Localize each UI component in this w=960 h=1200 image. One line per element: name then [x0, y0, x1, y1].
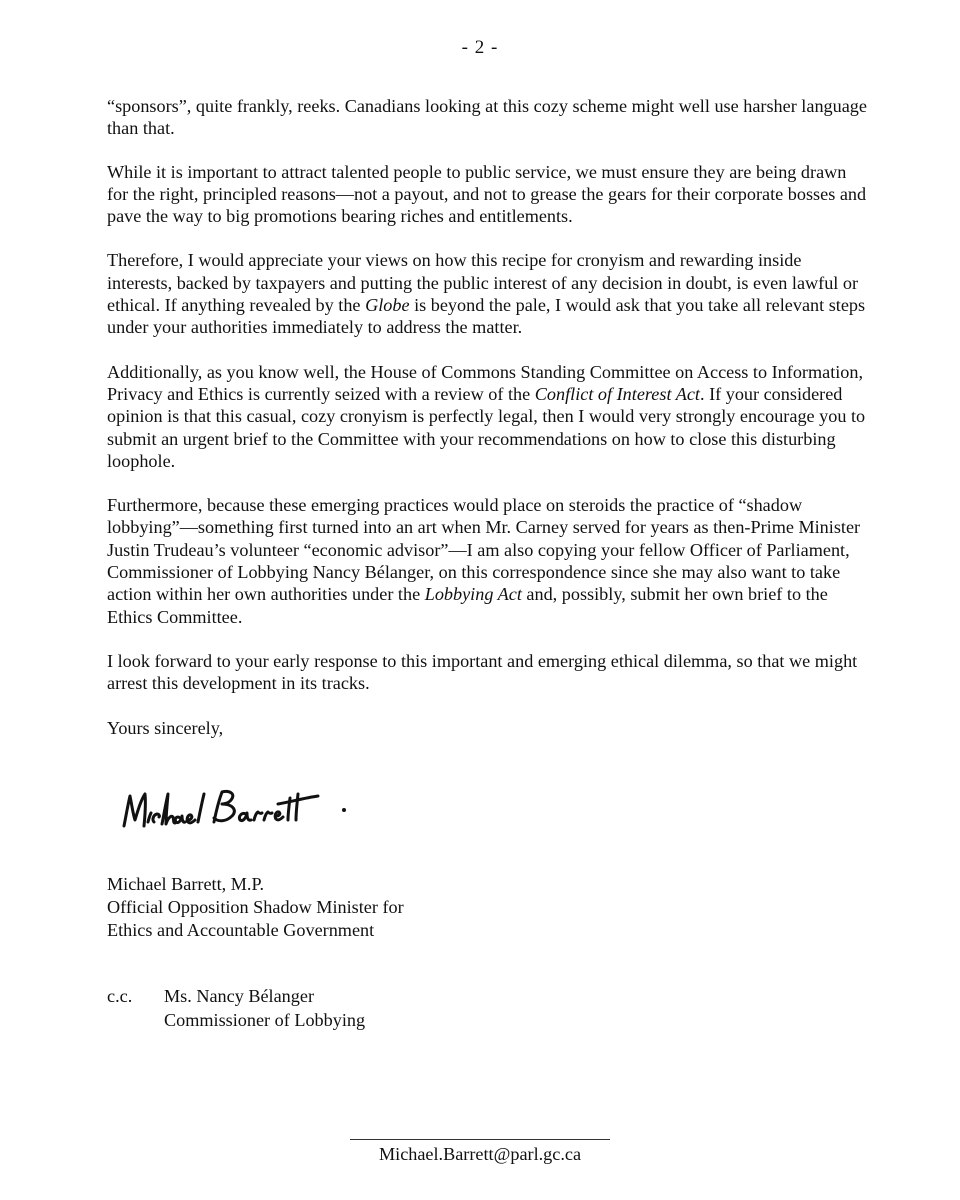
- cc-recipient: [164, 984, 365, 1032]
- paragraph-5-text-b: and, possibly, submit her own brief to the Ethics Committee.: [107, 584, 828, 627]
- closing-salutation: Yours sincerely,: [107, 717, 224, 738]
- paragraph-4-text-a: Additionally, as you know well, the House of Commons Standing Committee on Access to Information, Privacy and Ethics is currently seized with a review of the: [107, 361, 864, 404]
- letter-body: [107, 95, 867, 739]
- paragraph-5: [107, 494, 867, 628]
- signer-name: Michael Barrett, M.P.: [107, 874, 265, 894]
- signer-title-line-2: Ethics and Accountable Government: [107, 920, 375, 940]
- signer-title-line-1: Official Opposition Shadow Minister for: [107, 897, 404, 917]
- paragraph-3: [107, 249, 867, 338]
- handwritten-signature: [118, 782, 358, 836]
- paragraph-1: “sponsors”, quite frankly, reeks. Canadians looking at this cozy scheme might well use harsher language than that.: [107, 96, 867, 139]
- paragraph-4: [107, 361, 867, 472]
- paragraph-5-text-a: Furthermore, because these emerging practices would place on steroids the practice of “shadow lobbying”—something first turned into an art when Mr. Carney served for years as then-Prime Minister Justin Trudeau’s volunteer “economic advisor”—I am also copying your fellow Officer of Parliament, Commissioner of Lobbying Nancy Bélanger, on this correspondence since she may also want to take action within her own authorities under the: [107, 495, 861, 605]
- lobbying-act-italic: Lobbying Act: [424, 584, 522, 605]
- cc-label: c.c.: [107, 986, 133, 1006]
- paragraph-3-text-b: is beyond the pale, I would ask that you take all relevant steps under your authorities immediately to address the matter.: [107, 295, 866, 338]
- signature-block: [107, 873, 607, 942]
- cc-recipient-role: Commissioner of Lobbying: [164, 1010, 366, 1030]
- conflict-of-interest-act-italic: Conflict of Interest Act: [534, 383, 700, 404]
- paragraph-2: While it is important to attract talented people to public service, we must ensure they are being drawn for the right, principled reasons—not a payout, and not to grease the gears for their corporate bosses and pave the way to big promotions bearing riches and entitlements.: [107, 161, 867, 227]
- paragraph-6: I look forward to your early response to this important and emerging ethical dilemma, so that we might arrest this development in its tracks.: [107, 650, 858, 694]
- cc-block: [107, 984, 607, 1032]
- paragraph-3-text-a: Therefore, I would appreciate your views on how this recipe for cronyism and rewarding inside interests, backed by taxpayers and putting the public interest of any decision in doubt, is even lawful or ethical. If anything revealed by the: [107, 250, 859, 316]
- cc-row: [107, 984, 607, 1032]
- footer-email: Michael.Barrett@parl.gc.ca: [378, 1144, 582, 1164]
- globe-italic: Globe: [365, 295, 410, 316]
- page-number: - 2 -: [461, 37, 499, 58]
- footer-divider: [350, 1139, 610, 1140]
- paragraph-4-text-b: . If your considered opinion is that this casual, cozy cronyism is perfectly legal, then I would very strongly encourage you to submit an urgent brief to the Committee with your recommendations on how to close this disturbing loophole.: [107, 383, 866, 471]
- cc-recipient-name: Ms. Nancy Bélanger: [164, 986, 315, 1006]
- signature-graphic: [118, 782, 358, 836]
